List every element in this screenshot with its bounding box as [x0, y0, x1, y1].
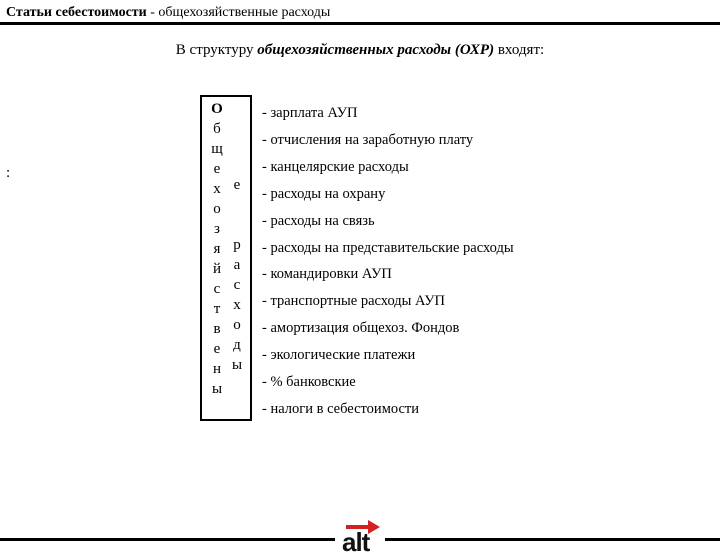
vertical-word-expenses-letter: р: [233, 237, 241, 253]
vertical-word-general-letter: ы: [211, 381, 223, 397]
vertical-word-general-letter: е: [213, 161, 221, 177]
header-title-rest: - общехозяйственные расходы: [146, 5, 331, 20]
header-title-bold: Статьи себестоимости: [6, 5, 147, 20]
vertical-word-general-letter: т: [213, 301, 221, 317]
vertical-word-expenses-letter: о: [233, 317, 241, 333]
vertical-word-general-letter: б: [213, 121, 221, 137]
logo-text: alt: [342, 527, 370, 557]
list-item: - расходы на охрану: [262, 185, 386, 202]
vertical-word-general-letter: с: [213, 281, 221, 297]
expense-items-list: [262, 100, 514, 423]
vertical-word-general-letter: я: [213, 241, 221, 257]
vertical-word-general-letter: й: [212, 261, 222, 277]
list-item: - налоги в себестоимости: [262, 400, 420, 417]
list-item: - расходы на связь: [262, 212, 375, 229]
vertical-word-expenses-letter: х: [233, 297, 241, 313]
vertical-word-expenses-letter: с: [233, 277, 241, 293]
bottom-divider-right: [385, 538, 720, 541]
vertical-word-general: [210, 99, 224, 399]
list-item: - расходы на представительские расходы: [262, 239, 514, 256]
vertical-word-expenses-letter: а: [233, 257, 241, 273]
list-item: - транспортные расходы АУП: [262, 293, 445, 310]
list-item: - канцелярские расходы: [262, 158, 409, 175]
subtitle-prefix: В структуру: [175, 42, 258, 58]
vertical-word-expenses-letter: д: [233, 337, 241, 353]
vertical-word-expenses-letter: ы: [231, 357, 243, 373]
vertical-word-general-letter: о: [213, 201, 221, 217]
list-item: - отчисления на заработную плату: [262, 131, 474, 148]
vertical-word-general-letter: щ: [211, 141, 223, 157]
list-item: - амортизация общехоз. Фондов: [262, 320, 460, 337]
vertical-word-general-letter: з: [214, 221, 220, 237]
list-item: - % банковские: [262, 374, 356, 391]
subtitle-emphasis: общехозяйственных расходы (ОХР): [257, 42, 495, 58]
list-item: - зарплата АУП: [262, 105, 358, 121]
subtitle: [0, 40, 720, 60]
vertical-word-expenses-letter: е: [233, 177, 241, 193]
vertical-word-general-letter: х: [213, 181, 221, 197]
vertical-word-expenses: [230, 175, 244, 375]
colon-mark: :: [6, 165, 11, 181]
bottom-divider-left: [0, 538, 335, 541]
alt-logo: [340, 520, 380, 555]
vertical-word-general-letter: е: [213, 341, 221, 357]
vertical-word-general-letter: О: [211, 101, 223, 117]
subtitle-suffix: входят:: [494, 42, 545, 58]
top-divider: [0, 22, 720, 25]
vertical-word-general-letter: в: [213, 321, 221, 337]
page-header: [6, 4, 330, 22]
list-item: - командировки АУП: [262, 266, 392, 283]
list-item: - экологические платежи: [262, 347, 416, 364]
vertical-word-general-letter: н: [212, 361, 222, 377]
vertical-label-box: [200, 95, 252, 421]
